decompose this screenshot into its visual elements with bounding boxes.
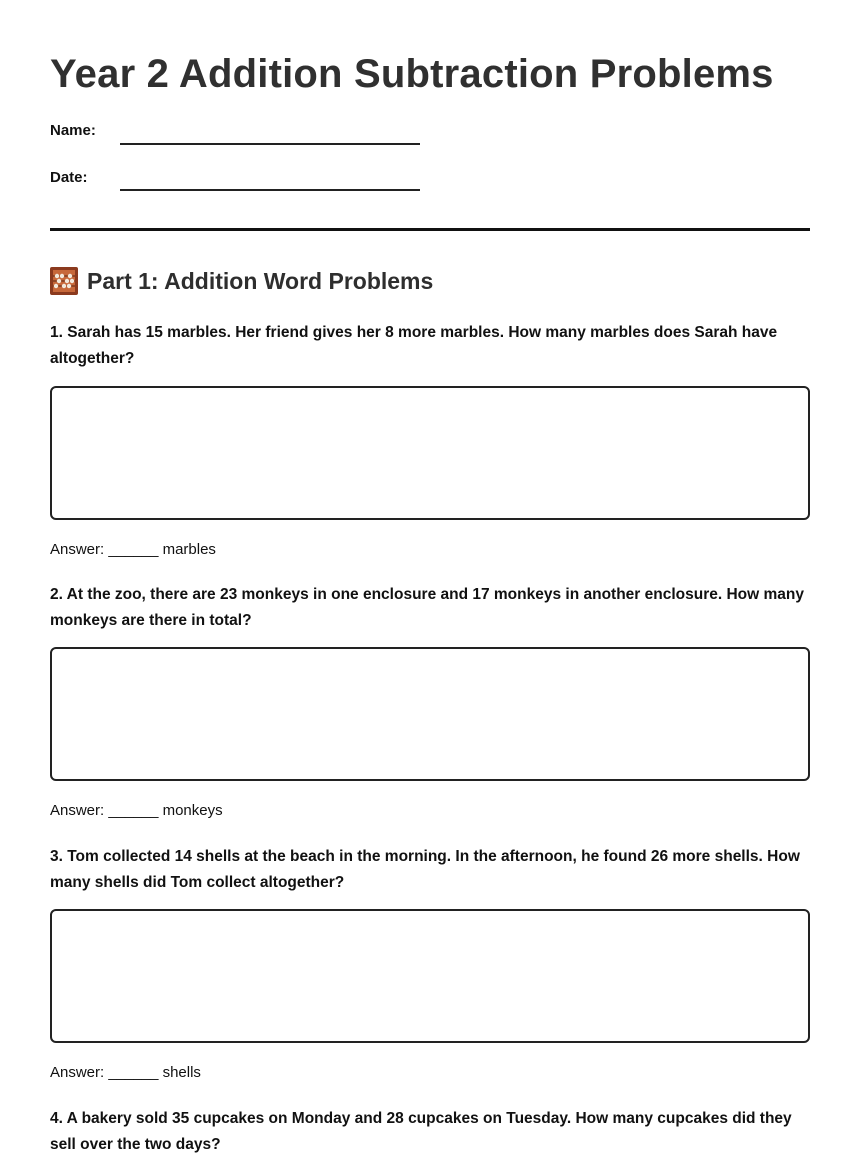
- date-field-row: [50, 169, 430, 199]
- name-field-row: [50, 122, 430, 152]
- header-divider: [50, 228, 810, 231]
- question-3: 3. Tom collected 14 shells at the beach in the morning. In the afternoon, he found 26 more shells. How many shells did Tom collect altogether?: [50, 848, 800, 891]
- section-heading-text: Part 1: Addition Word Problems: [87, 268, 434, 294]
- answer-line-1: Answer: ______ marbles: [50, 541, 216, 558]
- name-field-line[interactable]: [120, 143, 420, 145]
- date-field-line[interactable]: [120, 189, 420, 191]
- abacus-icon: [50, 267, 78, 295]
- work-box-1[interactable]: [50, 386, 810, 520]
- page-title: Year 2 Addition Subtraction Problems: [50, 52, 774, 96]
- question-4: 4. A bakery sold 35 cupcakes on Monday and 28 cupcakes on Tuesday. How many cupcakes did they sell over the two days?: [50, 1110, 792, 1153]
- question-1: 1. Sarah has 15 marbles. Her friend gives her 8 more marbles. How many marbles does Sarah have altogether?: [50, 324, 778, 367]
- question-2: 2. At the zoo, there are 23 monkeys in one enclosure and 17 monkeys in another enclosure. How many monkeys are there in total?: [50, 586, 804, 629]
- answer-line-2: Answer: ______ monkeys: [50, 802, 223, 819]
- work-box-2[interactable]: [50, 647, 810, 781]
- work-box-3[interactable]: [50, 909, 810, 1043]
- name-label: Name:: [50, 122, 96, 139]
- date-label: Date:: [50, 169, 88, 186]
- answer-line-3: Answer: ______ shells: [50, 1064, 201, 1081]
- section-heading-part-1: [50, 266, 433, 296]
